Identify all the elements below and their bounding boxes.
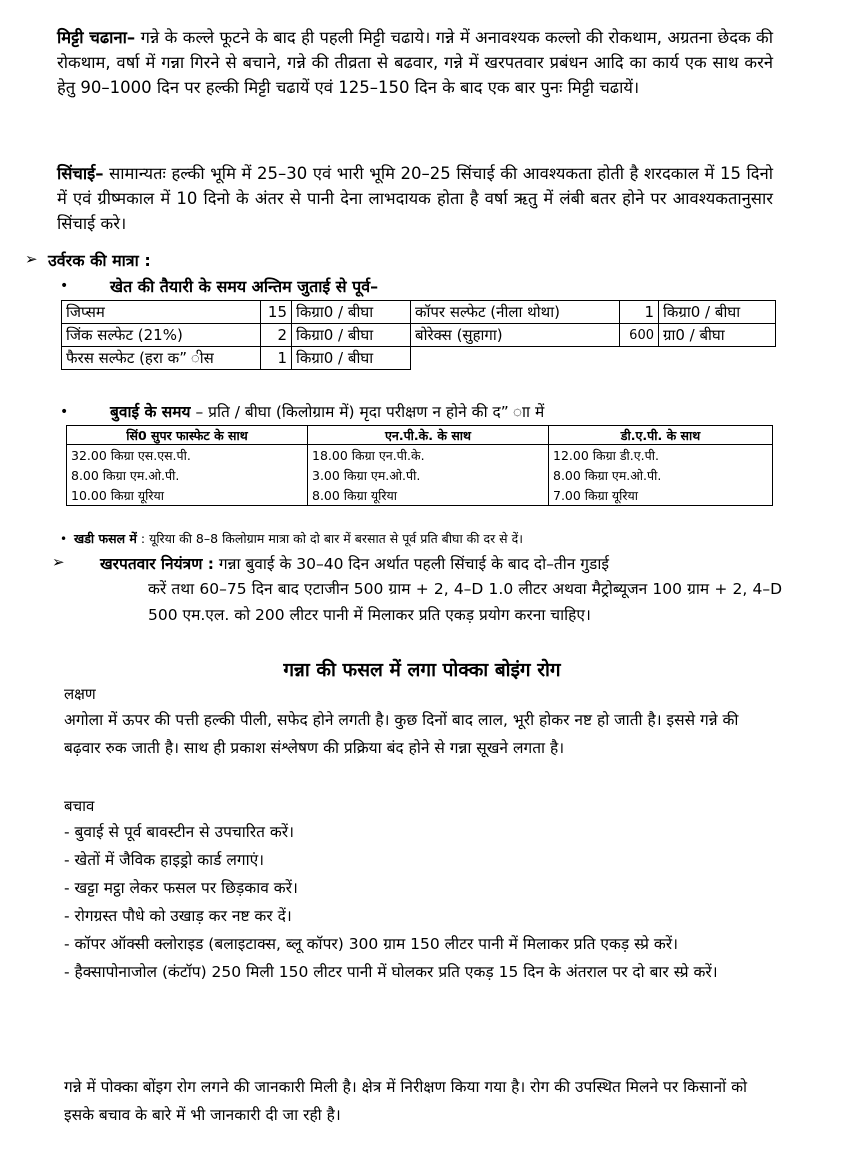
- list-item: - हैक्सापोनाजोल (कंटॉप) 250 मिली 150 लीटर पानी में घोलकर प्रति एकड़ 15 दिन के अंतराल पर दो बार स्प्रे करें।: [64, 963, 718, 981]
- table-cell: 10.00 किग्रा यूरिया: [67, 485, 308, 506]
- table-cell: कॉपर सल्फेट (नीला थोथा): [411, 301, 620, 324]
- table-row: [67, 445, 773, 466]
- sinchai-paragraph: [57, 161, 773, 236]
- urvarak-sub1: खेत की तैयारी के समय अन्तिम जुताई से पूर्व–: [110, 277, 379, 296]
- table-cell: किग्रा0 / बीघा: [292, 324, 411, 347]
- sinchai-heading: सिंचाई–: [57, 164, 104, 183]
- table-row: [62, 324, 776, 347]
- fertilizer-table-2: [66, 425, 773, 506]
- table-cell: किग्रा0 / बीघा: [659, 301, 776, 324]
- table-header: डी.ए.पी. के साथ: [549, 426, 773, 445]
- urvarak-sub2: [110, 400, 544, 422]
- table-cell: 2: [261, 324, 292, 347]
- table-cell: 8.00 किग्रा एम.ओ.पी.: [549, 465, 773, 485]
- table-cell-empty: [411, 347, 620, 370]
- list-item: - खेतों में जैविक हाइड्रो कार्ड लगाएं।: [64, 851, 265, 869]
- bachav-label: बचाव: [64, 797, 95, 815]
- table-row: [67, 485, 773, 506]
- table-cell: 8.00 किग्रा एम.ओ.पी.: [67, 465, 308, 485]
- table-cell: फैरस सल्फेट (हरा क” ीस: [62, 347, 261, 370]
- table-cell: 600: [620, 324, 659, 347]
- bachav-list: [64, 818, 764, 986]
- table-cell: 8.00 किग्रा यूरिया: [308, 485, 549, 506]
- table-cell: 7.00 किग्रा यूरिया: [549, 485, 773, 506]
- fertilizer-table-1: [61, 300, 776, 370]
- khadi-fasal-line: [74, 530, 523, 547]
- table-header: एन.पी.के. के साथ: [308, 426, 549, 445]
- mitti-text: गन्ने के कल्ले फूटने के बाद ही पहली मिट्टी चढाये। गन्ने में अनावश्यक कल्लो की रोकथाम, अग्रतना छेदक की रोकथाम, वर्षा में गन्ना गिरने से बचाने, गन्ने की तीव्रता से बढवार, गन्ने में खरपतवार प्रबंधन आदि का कार्य एक साथ करने हेतु 90–1000 दिन पर हल्की मिट्टी चढायें एवं 125–150 दिन के बाद एक बार पुनः मिट्टी चढायें।: [57, 28, 774, 97]
- table-cell: 1: [261, 347, 292, 370]
- bullet-icon: •: [60, 278, 69, 294]
- list-item: - बुवाई से पूर्व बावस्टीन से उपचारित करें।: [64, 823, 294, 841]
- mitti-paragraph: [57, 25, 773, 100]
- lakshan-text: अगोला में ऊपर की पत्ती हल्की पीली, सफेद होने लगती है। कुछ दिनों बाद लाल, भूरी होकर नष्ट हो जाती है। इससे गन्ने की बढ़वार रुक जाती है। साथ ही प्रकाश संश्लेषण की प्रक्रिया बंद होने से गन्ना सूखने लगता है।: [64, 711, 739, 757]
- table-cell-empty: [620, 347, 659, 370]
- table-cell: ग्रा0 / बीघा: [659, 324, 776, 347]
- table-row: [62, 301, 776, 324]
- table-row: [62, 347, 776, 370]
- pokka-title: गन्ना की फसल में लगा पोक्का बोइंग रोग: [283, 659, 561, 681]
- table-cell: किग्रा0 / बीघा: [292, 301, 411, 324]
- closing-text: गन्ने में पोक्का बोंइग रोग लगने की जानकारी मिली है। क्षेत्र में निरीक्षण किया गया है। रोग की उपस्थित मिलने पर किसानों को इसके बचाव के बारे में भी जानकारी दी जा रही है।: [64, 1078, 747, 1124]
- table-cell: 1: [620, 301, 659, 324]
- table-cell: 15: [261, 301, 292, 324]
- list-item: - खट्टा मट्ठा लेकर फसल पर छिड़काव करें।: [64, 879, 298, 897]
- khadi-fasal-text: : यूरिया की 8–8 किलोग्राम मात्रा को दो बार में बरसात से पूर्व प्रति बीघा की दर से दें।: [136, 531, 523, 546]
- table-cell: बोरेक्स (सुहागा): [411, 324, 620, 347]
- list-item: - रोगग्रस्त पौधे को उखाड़ कर नष्ट कर दें।: [64, 907, 292, 925]
- table-row: [67, 465, 773, 485]
- sinchai-text: सामान्यतः हल्की भूमि में 25–30 एवं भारी भूमि 20–25 सिंचाई की आवश्यकता होती है शरदकाल में 15 दिनो में एवं ग्रीष्मकाल में 10 दिनो के अंतर से पानी देना लाभदायक होता है वर्षा ऋतु में लंबी बतर होने पर आवश्यकतानुसार सिंचाई करे।: [57, 164, 773, 233]
- table-cell-empty: [659, 347, 776, 370]
- khadi-fasal-heading: खडी फसल में: [74, 531, 137, 546]
- kharpatwar-text2: करें तथा 60–75 दिन बाद एटाजीन 500 ग्राम + 2, 4–D 1.0 लीटर अथवा मैट्रोब्यूजन 100 ग्राम + 2, 4–D 500 एम.एल. को 200 लीटर पानी में मिलाकर प्रति एकड़ प्रयोग करना चाहिए।: [148, 580, 782, 624]
- table-header: सिं0 सुपर फास्फेट के साथ: [67, 426, 308, 445]
- bullet-icon: •: [60, 532, 68, 546]
- table-cell: 12.00 किग्रा डी.ए.पी.: [549, 445, 773, 466]
- table-cell: जिंक सल्फेट (21%): [62, 324, 261, 347]
- urvarak-sub2-text: – प्रति / बीघा (किलोग्राम में) मृदा परीक्षण न होने की द” ाा में: [190, 403, 545, 421]
- urvarak-heading: उर्वरक की मात्रा :: [48, 251, 151, 270]
- kharpatwar-heading: खरपतवार नियंत्रण :: [100, 555, 214, 573]
- kharpatwar-arrow-icon: ➢: [52, 553, 65, 571]
- table-cell: किग्रा0 / बीघा: [292, 347, 411, 370]
- list-item: - कॉपर ऑक्सी क्लोराइड (बलाइटाक्स, ब्लू कॉपर) 300 ग्राम 150 लीटर पानी में मिलाकर प्रति एकड़ स्प्रे करें।: [64, 935, 678, 953]
- kharpatwar-text1: गन्ना बुवाई के 30–40 दिन अर्थात पहली सिंचाई के बाद दो–तीन गुडाई: [214, 555, 609, 573]
- table-cell: जिप्सम: [62, 301, 261, 324]
- table-cell: 3.00 किग्रा एम.ओ.पी.: [308, 465, 549, 485]
- table-cell: 18.00 किग्रा एन.पी.के.: [308, 445, 549, 466]
- bullet-icon: •: [60, 404, 69, 420]
- kharpatwar-line1: [100, 552, 609, 574]
- table-header-row: [67, 426, 773, 445]
- mitti-heading: मिट्टी चढाना–: [57, 28, 136, 47]
- lakshan-label: लक्षण: [64, 685, 96, 703]
- urvarak-sub2-heading: बुवाई के समय: [110, 403, 191, 421]
- table-cell: 32.00 किग्रा एस.एस.पी.: [67, 445, 308, 466]
- urvarak-arrow-icon: ➢: [25, 250, 38, 268]
